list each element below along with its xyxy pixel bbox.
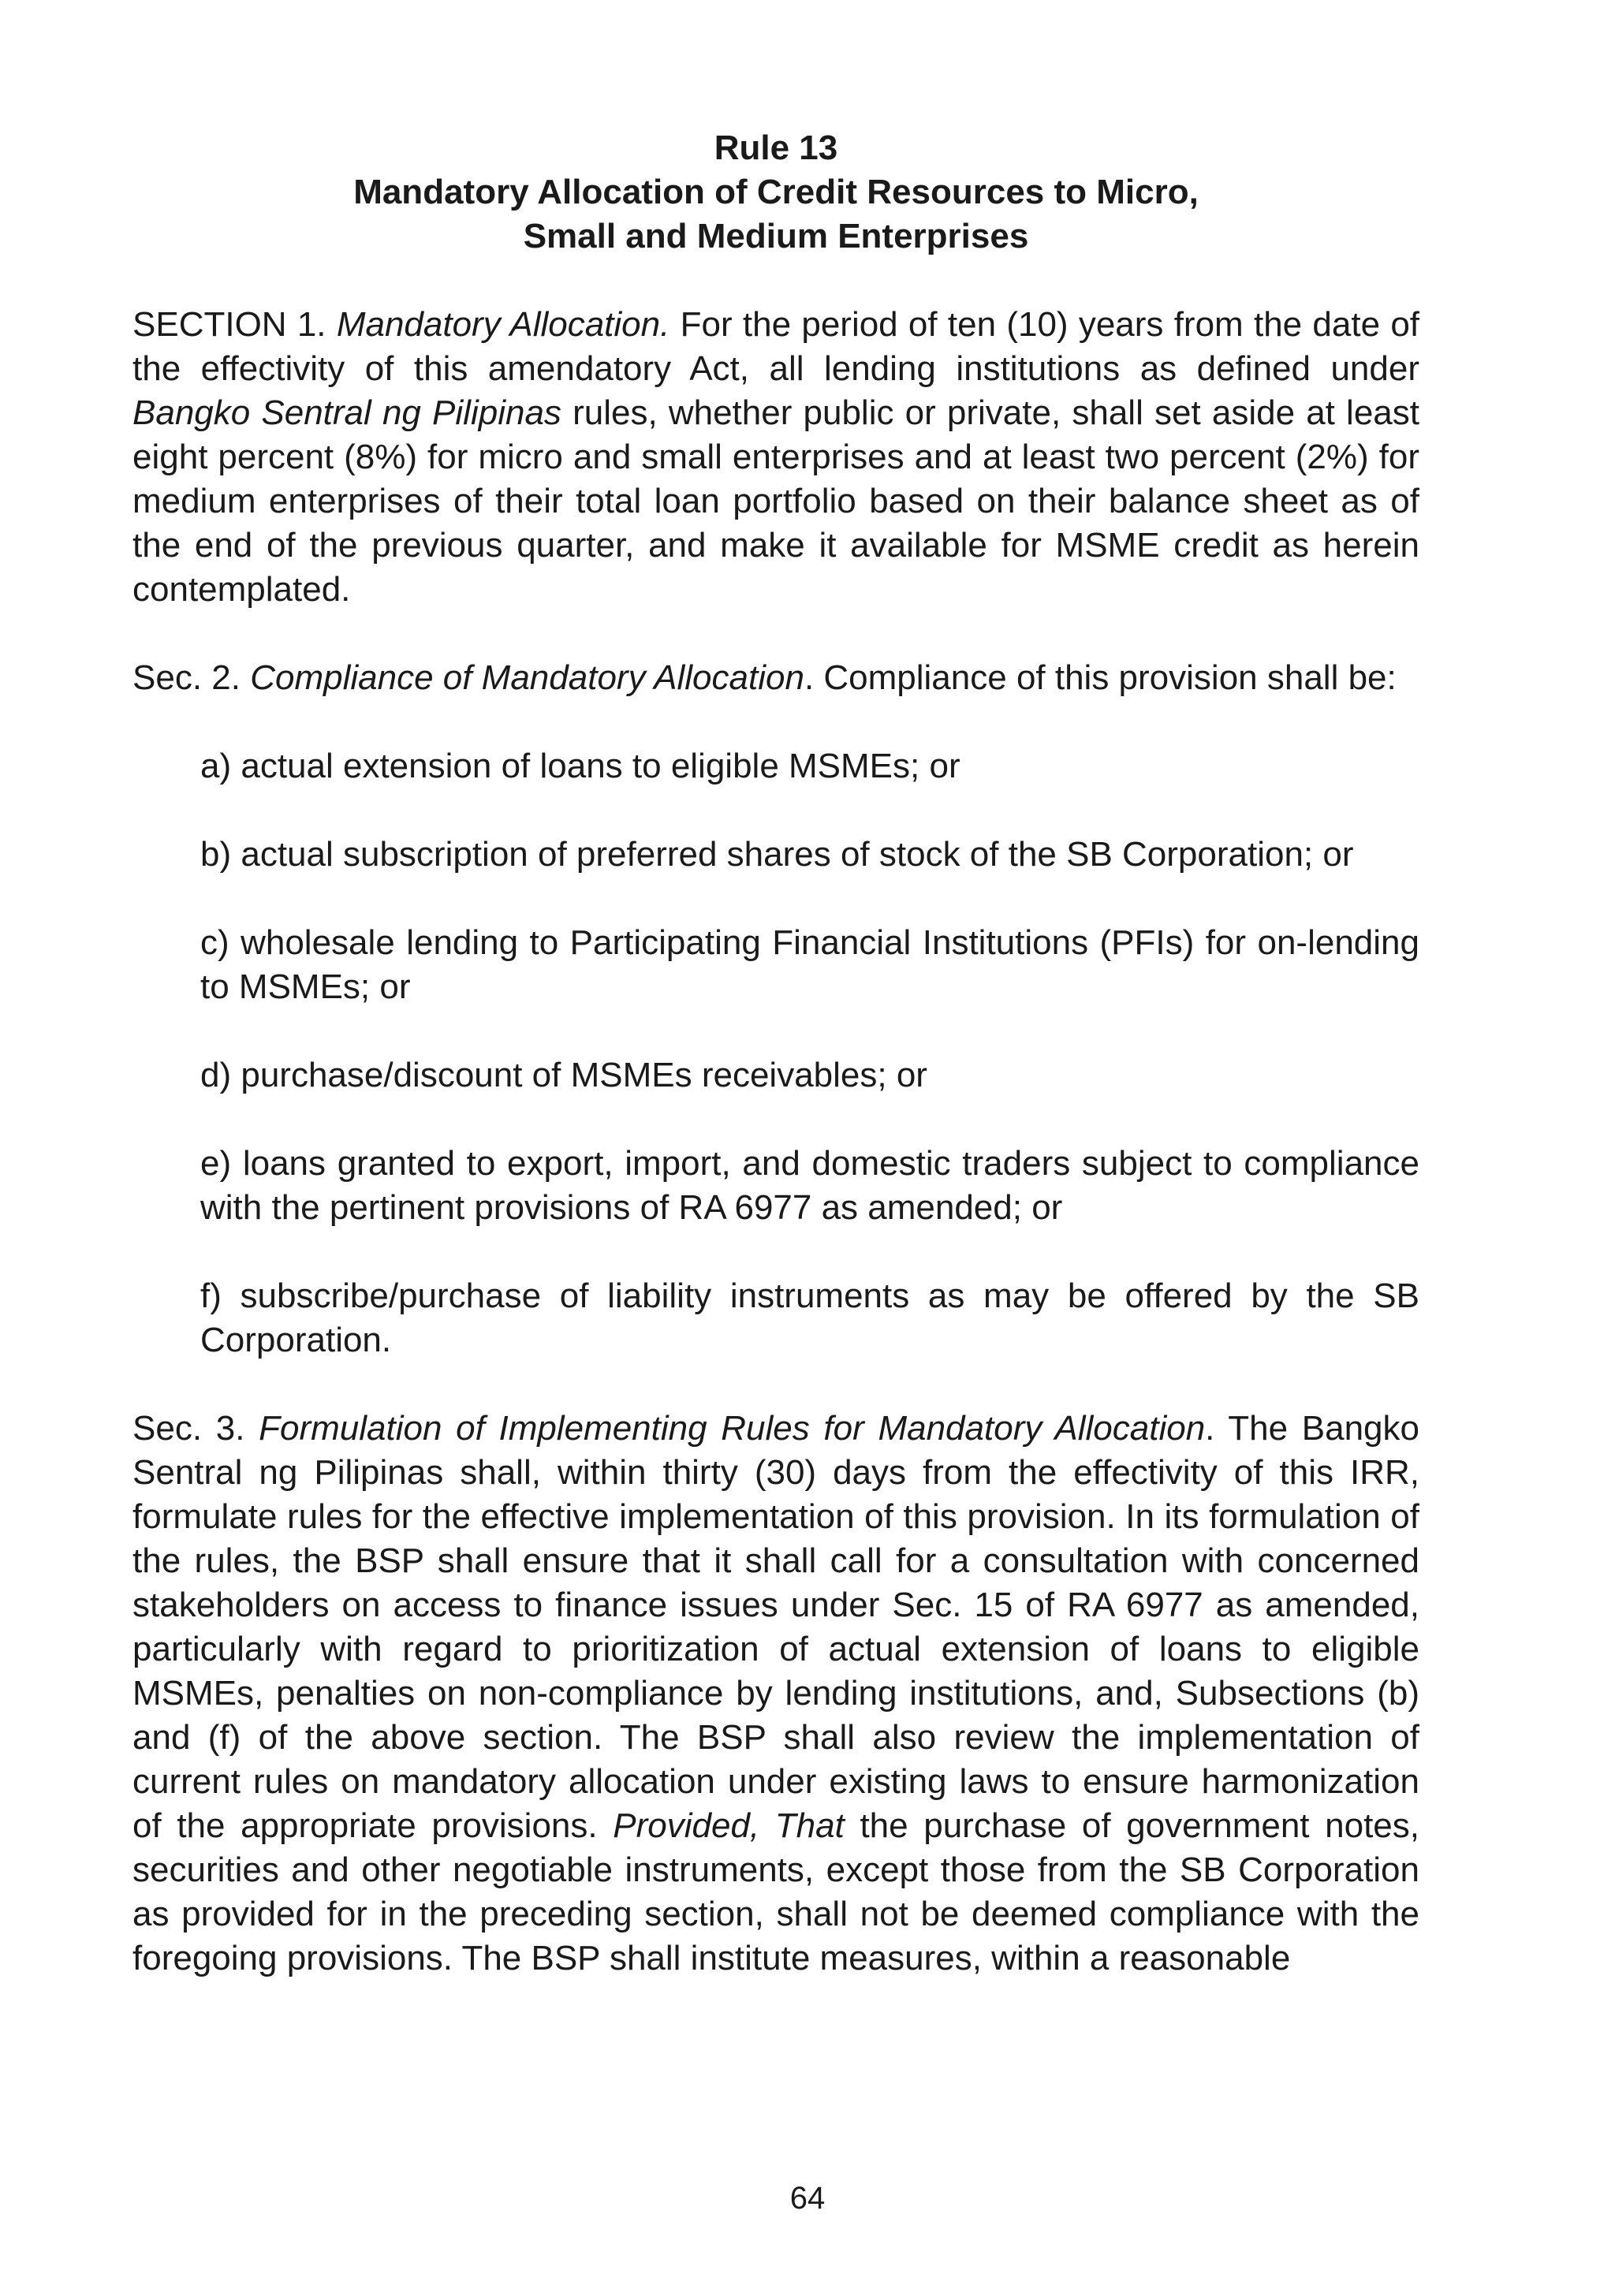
document-page [132, 126, 1419, 1981]
section-2-paragraph [132, 656, 1419, 700]
section-3-title: Formulation of Implementing Rules for Mandatory Allocation [259, 1409, 1206, 1448]
section-1-title: Mandatory Allocation. [336, 305, 670, 344]
section-3-text-a: . The Bangko Sentral ng Pilipinas shall, within thirty (30) days from the effectivity of this IRR, formulate rules for the effective implementation of this provision. In its formulation of the rules, the BSP shall ensure that it shall call for a consultation with concerned stakeholders on access to finance issues under Sec. 15 of RA 6977 as amended, particularly with regard to prioritization of actual extension of loans to eligible MSMEs, penalties on non-compliance by lending institutions, and, Subsections (b) and (f) of the above section. The BSP shall also review the implementation of current rules on mandatory allocation under existing laws to ensure harmonization of the appropriate provisions. [132, 1409, 1419, 1845]
rule-heading [132, 126, 1419, 259]
list-item: a) actual extension of loans to eligible MSMEs; or [200, 747, 960, 785]
section-3-label: Sec. 3. [132, 1409, 245, 1448]
section-3-text-b: the purchase of government notes, securities and other negotiable instruments, except those from the SB Corporation as provided for in the preceding section, shall not be deemed compliance with the foregoing provisions. The BSP shall institute measures, within a reasonable [132, 1806, 1419, 1977]
section-1-text-a: For the period of ten (10) years from the date of the effectivity of this amendatory Act, all lending institutions as defined under [132, 305, 1420, 388]
list-item: b) actual subscription of preferred shares of stock of the SB Corporation; or [200, 835, 1354, 874]
page-number: 64 [789, 2181, 826, 2216]
list-item: e) loans granted to export, import, and domestic traders subject to compliance with the pertinent provisions of RA 6977 as amended; or [200, 1144, 1419, 1227]
list-item: d) purchase/discount of MSMEs receivables; or [200, 1056, 927, 1094]
section-2-title: Compliance of Mandatory Allocation [250, 658, 804, 697]
section-1-label: SECTION 1. [132, 305, 326, 344]
rule-title-line-2: Small and Medium Enterprises [523, 217, 1029, 255]
section-1-text-b: rules, whether public or private, shall set aside at least eight percent (8%) for micro and small enterprises and at least two percent (2%) for medium enterprises of their total loan portfolio based on their balance sheet as of the end of the previous quarter, and make it available for MSME credit as herein contemplated. [132, 393, 1419, 609]
section-3-paragraph [132, 1407, 1419, 1981]
rule-number: Rule 13 [714, 129, 838, 167]
section-3-provided-clause: Provided, That [613, 1806, 845, 1845]
section-2-label: Sec. 2. [132, 658, 241, 697]
section-2-text: . Compliance of this provision shall be: [804, 658, 1397, 697]
list-item: f) subscribe/purchase of liability instruments as may be offered by the SB Corporation. [200, 1277, 1419, 1359]
compliance-list [132, 744, 1419, 1362]
section-1-italic-term: Bangko Sentral ng Pilipinas [132, 393, 561, 432]
list-item: c) wholesale lending to Participating Financial Institutions (PFIs) for on-lending to MSMEs; or [200, 923, 1419, 1006]
section-1-paragraph [132, 303, 1419, 612]
rule-title-line-1: Mandatory Allocation of Credit Resources to Micro, [353, 173, 1199, 211]
